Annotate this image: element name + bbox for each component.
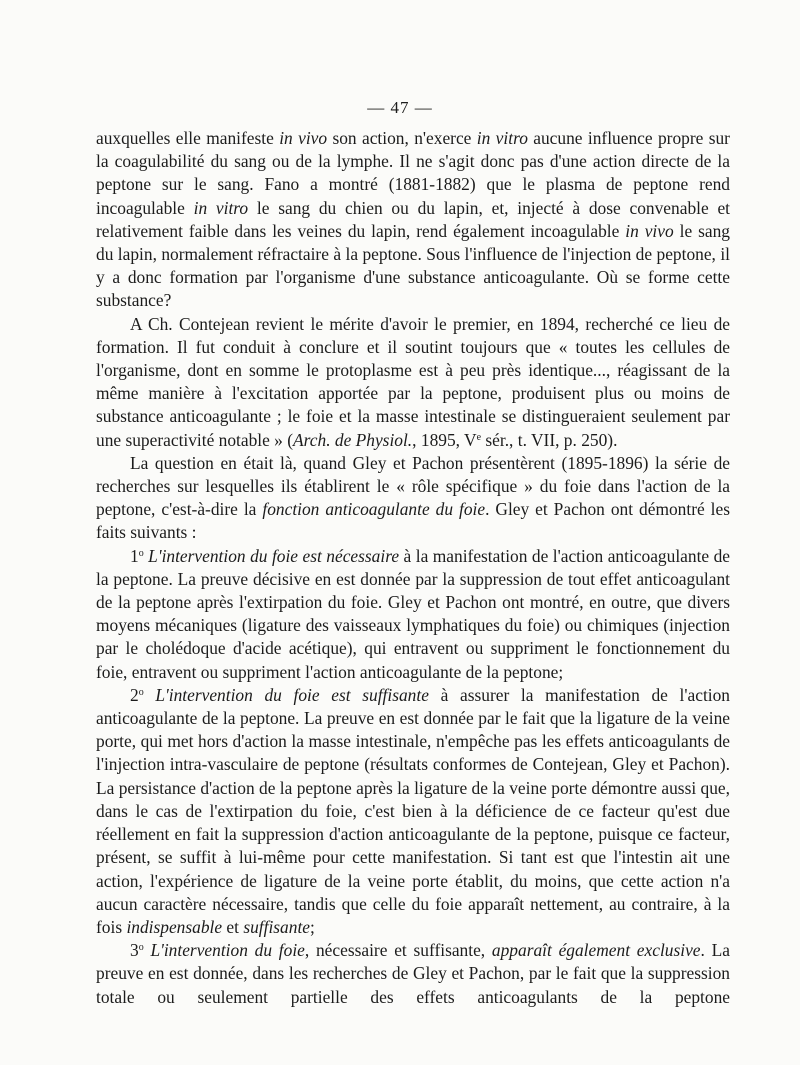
- italic-term: in vivo: [625, 220, 674, 241]
- paragraph-1: [96, 127, 730, 313]
- paragraph-6: [96, 939, 730, 1009]
- text-run: ;: [310, 916, 315, 937]
- italic-term: apparaît également exclusive: [491, 940, 701, 961]
- superscript: e: [476, 431, 482, 443]
- paragraph-4: [96, 545, 730, 684]
- body-text: [96, 127, 730, 1009]
- citation-journal: Arch. de Physiol.: [293, 429, 413, 450]
- italic-heading: L'intervention du foie est nécessaire: [143, 545, 400, 566]
- text-run: auxquelles elle manifeste: [96, 128, 280, 148]
- text-run: La question en était là, quand Gley et Pachon présentèrent (1895-1896) la série de recherches sur lesquelles ils établirent le « rôle spécifique » du foie dans l'action de la peptone, c'est-à-dire la: [96, 452, 730, 520]
- text-run: . La preuve en est donnée, dans les recherches de Gley et Pachon, par le fait que la suppression totale ou seulement partielle des effets anticoagulants de la peptone: [96, 940, 730, 1007]
- superscript: o: [138, 686, 144, 698]
- italic-term: in vitro: [193, 197, 249, 218]
- text-run: son action, n'exerce: [327, 128, 477, 148]
- text-run: le sang du lapin, normalement réfractaire à la peptone. Sous l'influence de l'injection de peptone, il y a donc formation par l'organisme d'une substance anticoagulante. Où se forme cette substance?: [96, 220, 730, 311]
- text-run: aucune influence propre sur la coagulabilité du sang ou de la lymphe. Il ne s'agit donc pas d'une action directe de la peptone sur le sang. Fano a montré (1881-1882) que le plasma de peptone rend incoagulable: [96, 128, 730, 218]
- text-run: , nécessaire et suffisante,: [304, 940, 492, 961]
- text-run: et: [222, 916, 244, 937]
- italic-term: suffisante: [243, 916, 310, 937]
- italic-term: fonction anticoagulante du foie: [262, 499, 486, 520]
- text-run: , 1895, V: [412, 429, 477, 450]
- list-number: 2: [130, 684, 139, 705]
- list-number: 1: [130, 545, 139, 566]
- italic-heading: L'intervention du foie est suffisante: [143, 684, 429, 705]
- page-number: — 47 —: [367, 98, 433, 117]
- paragraph-5: [96, 684, 730, 939]
- italic-term: in vitro: [476, 128, 528, 148]
- text-run: A Ch. Contejean revient le mérite d'avoir le premier, en 1894, recherché ce lieu de formation. Il fut conduit à conclure et il soutint toujours que « toutes les cellules de l'organisme, dont en somme le protoplasme est à peu près identique..., réagissant de la même manière à l'excitation apportée par la peptone, produisent plus ou moins de substance anticoagulante ; le foie et la masse intestinale se distingueraient seulement par une superactivité notable » (: [96, 313, 730, 450]
- paragraph-3: [96, 452, 730, 545]
- superscript: o: [138, 942, 144, 954]
- text-run: sér., t. VII, p. 250).: [481, 429, 618, 450]
- text-run: le sang du chien ou du lapin, et, injecté à dose convenable et relativement faible dans les veines du lapin, rend également incoagulable: [96, 197, 731, 241]
- italic-term: in vivo: [279, 128, 328, 148]
- text-run: . Gley et Pachon ont démontré les faits suivants :: [96, 499, 730, 543]
- list-number: 3: [130, 940, 139, 961]
- italic-term: indispensable: [126, 916, 223, 937]
- text-run: à la manifestation de l'action anticoagulante de la peptone. La preuve décisive en est donnée par la suppression de tout effet anticoagulant de la peptone après l'extirpation du foie. Gley et Pachon ont montré, en outre, que divers moyens mécaniques (ligature des vaisseaux lymphatiques du foie) ou chimiques (injection par le cholédoque d'acide acétique), qui entravent ou suppriment le fonctionnement du foie, entravent ou suppriment l'action anticoagulante de la peptone;: [96, 545, 731, 682]
- text-run: à assurer la manifestation de l'action anticoagulante de la peptone. La preuve en est donnée par le fait que la ligature de la veine porte, qui met hors d'action la masse intestinale, n'empêche pas les effets anticoagulants de l'injection intra-vasculaire de peptone (résultats conformes de Contejean, Gley et Pachon). La persistance d'action de la peptone après la ligature de la veine porte démontre aussi que, dans le cas de l'extirpation du foie, c'est bien à la déficience de ce facteur qu'est due réellement en fait la suppression d'action anticoagulante de la peptone, puisque ce facteur, présent, se suffit à lui-même pour cette manifestation. Si tant est que l'intestin ait une action, l'expérience de ligature de la veine porte établit, du moins, que cette action n'a aucun caractère nécessaire, tandis que celle du foie apparaît nettement, au contraire, à la fois: [96, 684, 730, 937]
- superscript: o: [138, 547, 144, 559]
- paragraph-2: [96, 313, 730, 452]
- italic-heading: L'intervention du foie: [143, 940, 305, 961]
